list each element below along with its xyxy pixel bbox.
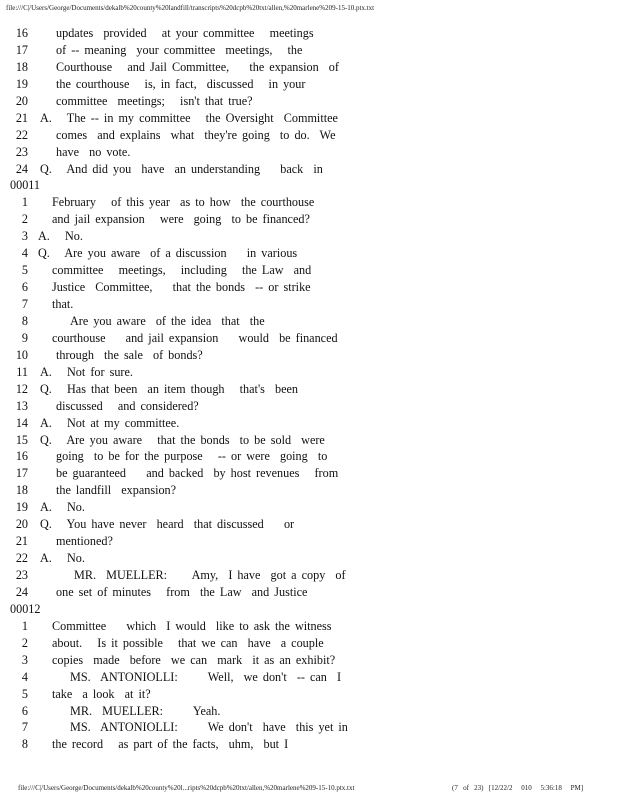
transcript-line bbox=[10, 432, 610, 449]
transcript-line bbox=[10, 42, 610, 59]
transcript-line bbox=[10, 110, 610, 127]
line-text: be guaranteed and backed by host revenues from bbox=[56, 466, 339, 481]
transcript-line bbox=[10, 262, 610, 279]
transcript-line bbox=[10, 59, 610, 76]
line-text: updates provided at your committee meetings bbox=[56, 26, 314, 40]
line-number: 12 bbox=[15, 381, 28, 396]
line-number: 24 bbox=[15, 161, 28, 176]
transcript-line bbox=[10, 211, 610, 228]
line-number: 21 bbox=[15, 534, 28, 549]
transcript-line bbox=[10, 330, 610, 347]
line-text: A. No. bbox=[40, 551, 85, 566]
line-number: 19 bbox=[15, 500, 28, 515]
transcript-line bbox=[10, 550, 610, 567]
transcript-line bbox=[10, 482, 610, 499]
transcript-line bbox=[10, 279, 610, 296]
line-text: Courthouse and Jail Committee, the expansion of bbox=[56, 59, 339, 74]
line-text: the landfill expansion? bbox=[56, 483, 177, 498]
line-text: Q. You have never heard that discussed or bbox=[40, 517, 295, 532]
transcript-line bbox=[10, 76, 610, 93]
transcript-line bbox=[10, 313, 610, 330]
line-number: 6 bbox=[21, 280, 28, 295]
line-number: 5 bbox=[21, 263, 28, 278]
transcript-line bbox=[10, 161, 610, 178]
line-number: 14 bbox=[15, 415, 28, 430]
line-text: Q. Are you aware that the bonds to be sold were bbox=[40, 432, 325, 447]
line-number: 19 bbox=[15, 76, 28, 91]
line-text: the record as part of the facts, uhm, but I bbox=[52, 737, 289, 752]
line-number: 20 bbox=[15, 93, 28, 108]
line-text: copies made before we can mark it as an exhibit? bbox=[52, 652, 336, 667]
line-text: MR. MUELLER: Amy, I have got a copy of bbox=[74, 568, 346, 582]
line-number: 16 bbox=[15, 26, 28, 40]
line-text: A. No. bbox=[38, 229, 83, 244]
line-number: 18 bbox=[15, 59, 28, 74]
line-number: 22 bbox=[15, 551, 28, 566]
line-text: February of this year as to how the courthouse bbox=[52, 195, 315, 210]
line-text: one set of minutes from the Law and Justice bbox=[56, 584, 308, 599]
transcript-line bbox=[10, 567, 610, 584]
transcript-line bbox=[10, 652, 610, 669]
line-text: MR. MUELLER: Yeah. bbox=[70, 703, 221, 718]
line-number: 18 bbox=[15, 483, 28, 498]
page-marker: 00012 bbox=[10, 601, 41, 616]
transcript-line bbox=[10, 618, 610, 635]
line-text: that. bbox=[52, 297, 74, 311]
line-text: Justice Committee, that the bonds -- or strike bbox=[52, 280, 311, 295]
transcript-line bbox=[10, 736, 610, 753]
line-text: Q. Has that been an item though that's been bbox=[40, 381, 298, 396]
line-text: A. Not at my committee. bbox=[40, 415, 180, 430]
line-number: 16 bbox=[15, 449, 28, 464]
line-number: 10 bbox=[15, 347, 28, 362]
line-number: 24 bbox=[15, 584, 28, 599]
line-text: MS. ANTONIOLLI: Well, we don't -- can I bbox=[70, 669, 342, 684]
line-number: 1 bbox=[21, 618, 28, 633]
transcript-line bbox=[10, 381, 610, 398]
page-marker: 00011 bbox=[10, 178, 41, 193]
line-text: have no vote. bbox=[56, 144, 131, 159]
line-text: and jail expansion were going to be financed? bbox=[52, 212, 310, 227]
line-number: 2 bbox=[21, 635, 28, 650]
transcript-line bbox=[10, 144, 610, 161]
file-path-footer: file:///C|/Users/George/Documents/dekalb%20county%20l...ripts%20dcpb%20txt/allen,%20marlene%209-15-10.ptx.txt bbox=[18, 784, 355, 792]
line-text: comes and explains what they're going to do. We bbox=[56, 127, 336, 142]
line-number: 13 bbox=[15, 398, 28, 413]
transcript-line bbox=[10, 635, 610, 652]
line-number: 7 bbox=[21, 297, 28, 311]
transcript-line bbox=[10, 398, 610, 415]
line-number: 1 bbox=[21, 195, 28, 210]
transcript-line bbox=[10, 364, 610, 381]
line-number: 22 bbox=[15, 127, 28, 142]
line-text: through the sale of bonds? bbox=[56, 347, 203, 362]
transcript-line bbox=[10, 25, 610, 42]
line-number: 23 bbox=[15, 144, 28, 159]
transcript-body bbox=[10, 25, 610, 753]
line-text: courthouse and jail expansion would be financed bbox=[52, 330, 338, 345]
line-text: A. The -- in my committee the Oversight Committee bbox=[40, 110, 338, 125]
transcript-line bbox=[10, 177, 610, 194]
line-number: 17 bbox=[15, 466, 28, 481]
transcript-line bbox=[10, 669, 610, 686]
line-number: 8 bbox=[21, 313, 28, 328]
line-number: 23 bbox=[15, 568, 28, 582]
line-number: 17 bbox=[15, 42, 28, 57]
line-text: about. Is it possible that we can have a couple bbox=[52, 635, 324, 650]
transcript-line bbox=[10, 245, 610, 262]
page-info-footer: (7 of 23) [12/22/2 010 5:36:18 PM] bbox=[452, 784, 584, 792]
transcript-line bbox=[10, 584, 610, 601]
line-text: the courthouse is, in fact, discussed in your bbox=[56, 76, 306, 91]
line-number: 5 bbox=[21, 686, 28, 701]
transcript-line bbox=[10, 347, 610, 364]
line-number: 9 bbox=[21, 330, 28, 345]
transcript-line bbox=[10, 194, 610, 211]
line-text: Q. Are you aware of a discussion in various bbox=[38, 246, 298, 261]
line-text: Committee which I would like to ask the witness bbox=[52, 618, 332, 633]
line-text: take a look at it? bbox=[52, 686, 151, 701]
line-text: A. Not for sure. bbox=[40, 364, 133, 379]
line-text: going to be for the purpose -- or were going to bbox=[56, 449, 328, 464]
line-text: mentioned? bbox=[56, 534, 113, 549]
transcript-line bbox=[10, 228, 610, 245]
transcript-line bbox=[10, 533, 610, 550]
line-text: Q. And did you have an understanding back in bbox=[40, 161, 323, 176]
line-number: 3 bbox=[21, 229, 28, 244]
line-text: MS. ANTONIOLLI: We don't have this yet in bbox=[70, 720, 348, 735]
line-number: 2 bbox=[21, 212, 28, 227]
line-text: Are you aware of the idea that the bbox=[70, 313, 265, 328]
line-number: 4 bbox=[21, 669, 28, 684]
line-number: 11 bbox=[16, 364, 28, 379]
file-path-header: file:///C|/Users/George/Documents/dekalb%20county%20landfill/transcripts%20dcpb%20txt/allen,%20marlene%209-15-10.ptx.txt bbox=[6, 4, 375, 12]
transcript-line bbox=[10, 296, 610, 313]
line-number: 7 bbox=[21, 720, 28, 735]
line-number: 3 bbox=[21, 652, 28, 667]
transcript-line bbox=[10, 93, 610, 110]
transcript-line bbox=[10, 448, 610, 465]
transcript-line bbox=[10, 719, 610, 736]
transcript-line bbox=[10, 601, 610, 618]
line-number: 20 bbox=[15, 517, 28, 532]
line-text: of -- meaning your committee meetings, the bbox=[56, 42, 303, 57]
line-text: discussed and considered? bbox=[56, 398, 199, 413]
line-text: A. No. bbox=[40, 500, 85, 515]
transcript-line bbox=[10, 703, 610, 720]
transcript-line bbox=[10, 686, 610, 703]
line-text: committee meetings; isn't that true? bbox=[56, 93, 253, 108]
line-number: 8 bbox=[21, 737, 28, 752]
line-number: 21 bbox=[15, 110, 28, 125]
transcript-line bbox=[10, 465, 610, 482]
line-number: 4 bbox=[21, 246, 28, 261]
line-text: committee meetings, including the Law and bbox=[52, 263, 312, 278]
transcript-line bbox=[10, 127, 610, 144]
transcript-line bbox=[10, 499, 610, 516]
line-number: 15 bbox=[15, 432, 28, 447]
transcript-line bbox=[10, 516, 610, 533]
line-number: 6 bbox=[21, 703, 28, 718]
transcript-line bbox=[10, 415, 610, 432]
